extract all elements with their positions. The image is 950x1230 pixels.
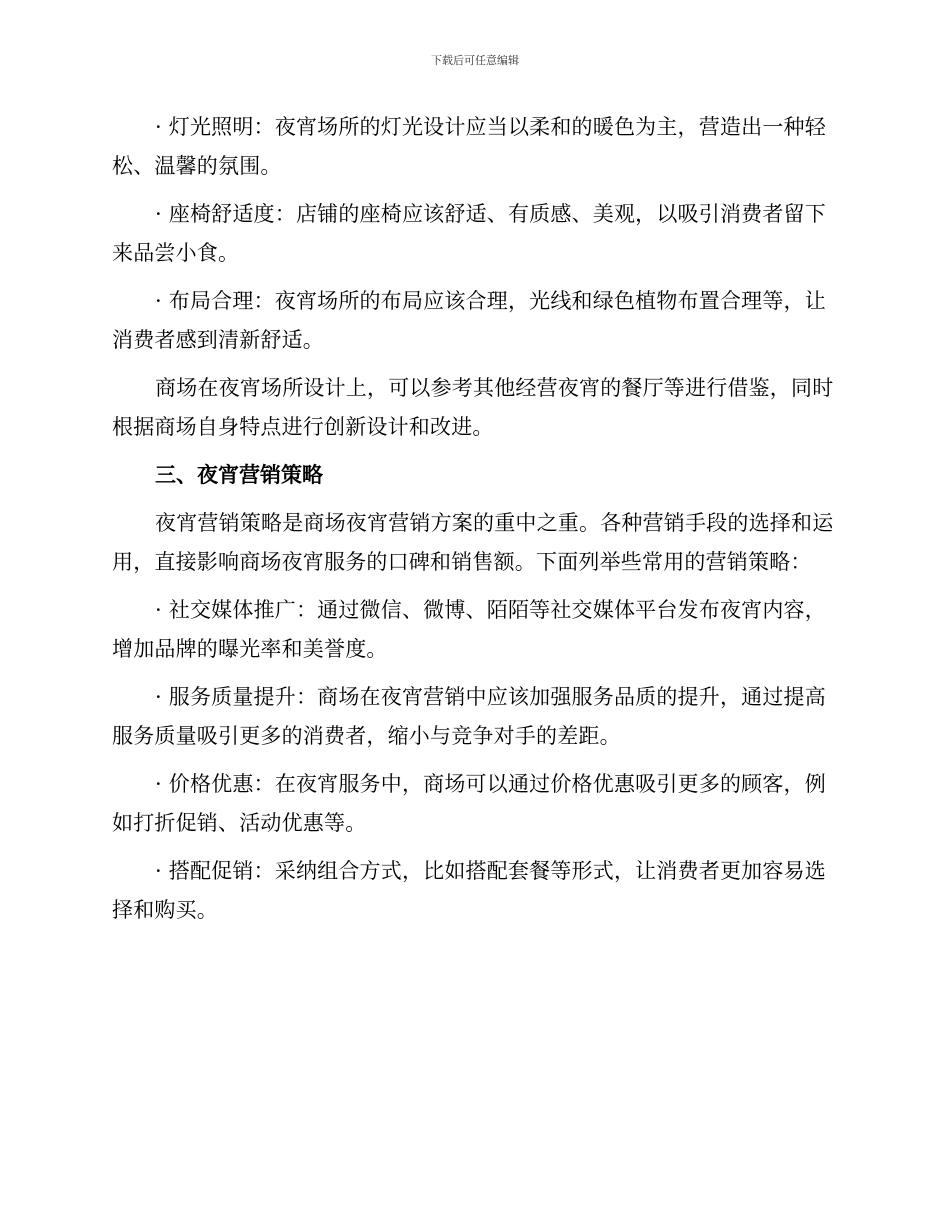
body-paragraph-design: 商场在夜宵场所设计上，可以参考其他经营夜宵的餐厅等进行借鉴，同时根据商场自身特点进行创新设计和改进。 (112, 376, 834, 439)
page-header: 下载后可任意编辑 (431, 54, 519, 67)
bullet-social-media: · 社交媒体推广：通过微信、微博、陌陌等社交媒体平台发布夜宵内容，增加品牌的曝光率和美誉度。 (112, 598, 826, 661)
section-heading: 三、夜宵营销策略 (155, 463, 323, 487)
bullet-price-discount: · 价格优惠：在夜宵服务中，商场可以通过价格优惠吸引更多的顾客，例如打折促销、活动优惠等。 (112, 772, 826, 835)
document-body (112, 108, 834, 939)
bullet-seating: · 座椅舒适度：店铺的座椅应该舒适、有质感、美观，以吸引消费者留下来品尝小食。 (112, 202, 826, 265)
body-paragraph-strategy: 夜宵营销策略是商场夜宵营销方案的重中之重。各种营销手段的选择和运用，直接影响商场夜宵服务的口碑和销售额。下面列举些常用的营销策略： (112, 511, 834, 574)
bullet-bundle-promotion: · 搭配促销：采纳组合方式，比如搭配套餐等形式，让消费者更加容易选择和购买。 (112, 859, 826, 922)
bullet-layout: · 布局合理：夜宵场所的布局应该合理，光线和绿色植物布置合理等，让消费者感到清新舒适。 (112, 289, 826, 352)
bullet-lighting: · 灯光照明：夜宵场所的灯光设计应当以柔和的暖色为主，营造出一种轻松、温馨的氛围。 (112, 115, 826, 178)
bullet-service-quality: · 服务质量提升：商场在夜宵营销中应该加强服务品质的提升，通过提高服务质量吸引更多的消费者，缩小与竞争对手的差距。 (112, 685, 826, 748)
